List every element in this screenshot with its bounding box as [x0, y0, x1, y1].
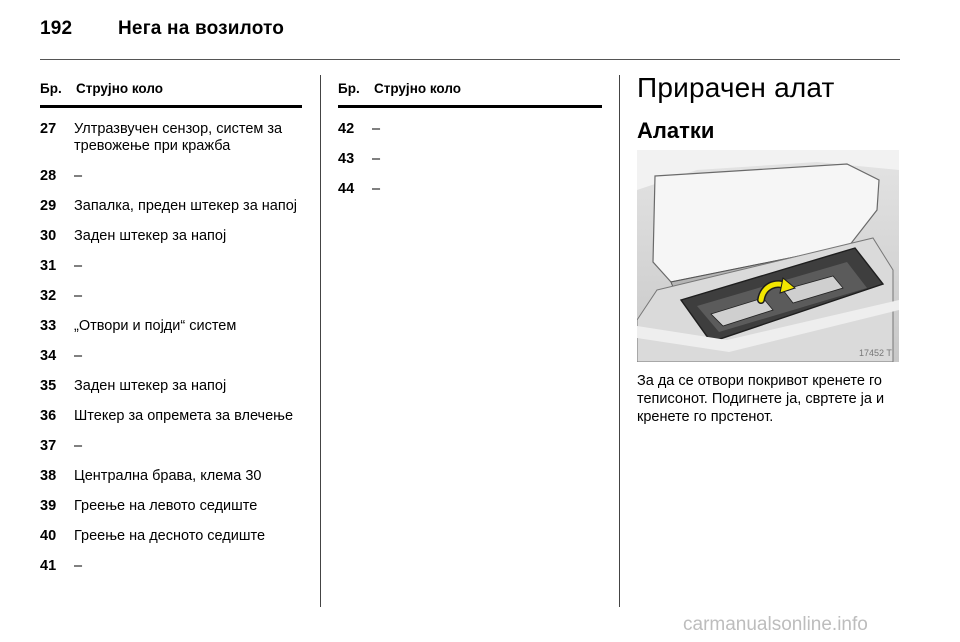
column-divider [619, 75, 620, 607]
figure-caption: За да се отвори покривот кренете го теписонот. Подигнете ја, свртете ја и кренете го прстенот. [637, 373, 885, 425]
table-row [40, 288, 302, 305]
circuit-description: Заден штекер за напој [74, 378, 227, 394]
table-row [40, 198, 302, 215]
column-header-circuit: Струјно коло [374, 81, 461, 96]
circuit-description: „Отвори и појди“ систем [74, 318, 237, 334]
fuse-number: 31 [40, 258, 57, 274]
fuse-number: 34 [40, 348, 57, 364]
fuse-number: 41 [40, 558, 57, 574]
table-row [40, 168, 302, 185]
fuse-number: 30 [40, 228, 57, 244]
fuse-table-left [40, 81, 302, 575]
fuse-number: 43 [338, 151, 355, 167]
fuse-number: 39 [40, 498, 57, 514]
table-row [40, 528, 302, 545]
fuse-number: 37 [40, 438, 57, 454]
table-row [40, 558, 302, 575]
table-row [40, 228, 302, 245]
column-header-number: Бр. [338, 81, 360, 96]
circuit-description: Ултразвучен сензор, систем за тревожење при кражба [74, 121, 283, 154]
table-header [40, 81, 302, 108]
table-row [338, 181, 602, 198]
fuse-number: 32 [40, 288, 57, 304]
circuit-description: Штекер за опремета за влечење [74, 408, 294, 424]
table-row [338, 151, 602, 168]
circuit-description: – [74, 258, 83, 274]
page-title: Нега на возилото [118, 18, 285, 39]
table-row [40, 468, 302, 485]
circuit-description: Заден штекер за напој [74, 228, 227, 244]
table-body [40, 121, 302, 575]
fuse-number: 36 [40, 408, 57, 424]
fuse-number: 29 [40, 198, 57, 214]
table-row [40, 378, 302, 395]
circuit-description: – [74, 438, 83, 454]
section-title: Прирачен алат [637, 72, 835, 103]
fuse-number: 38 [40, 468, 57, 484]
fuse-number: 40 [40, 528, 57, 544]
table-row [40, 318, 302, 335]
circuit-description: – [372, 151, 381, 167]
circuit-description: – [74, 288, 83, 304]
fuse-table-right [338, 81, 602, 198]
table-row [40, 258, 302, 275]
page-header [40, 18, 284, 40]
circuit-description: Греење на левото седиште [74, 498, 258, 514]
column-header-circuit: Струјно коло [76, 81, 163, 96]
column-header-number: Бр. [40, 81, 62, 96]
table-row [40, 408, 302, 425]
column-divider [320, 75, 321, 607]
fuse-number: 35 [40, 378, 57, 394]
table-row [338, 121, 602, 138]
circuit-description: Запалка, преден штекер за напој [74, 198, 297, 214]
fuse-number: 28 [40, 168, 57, 184]
table-row [40, 121, 302, 155]
header-rule [40, 59, 900, 60]
table-row [40, 498, 302, 515]
section-subtitle: Алатки [637, 118, 715, 143]
fuse-number: 42 [338, 121, 355, 137]
table-row [40, 348, 302, 365]
watermark: carmanualsonline.info [683, 614, 868, 635]
figure-code: 17452 T [859, 348, 892, 358]
circuit-description: Централна брава, клема 30 [74, 468, 262, 484]
fuse-number: 33 [40, 318, 57, 334]
fuse-number: 44 [338, 181, 355, 197]
fuse-number: 27 [40, 121, 57, 137]
circuit-description: – [74, 168, 83, 184]
circuit-description: Греење на десното седиште [74, 528, 266, 544]
circuit-description: – [74, 348, 83, 364]
circuit-description: – [372, 121, 381, 137]
page-number: 192 [40, 18, 73, 39]
table-header [338, 81, 602, 108]
table-row [40, 438, 302, 455]
circuit-description: – [372, 181, 381, 197]
trunk-tool-illustration [637, 150, 899, 362]
table-body [338, 121, 602, 198]
circuit-description: – [74, 558, 83, 574]
